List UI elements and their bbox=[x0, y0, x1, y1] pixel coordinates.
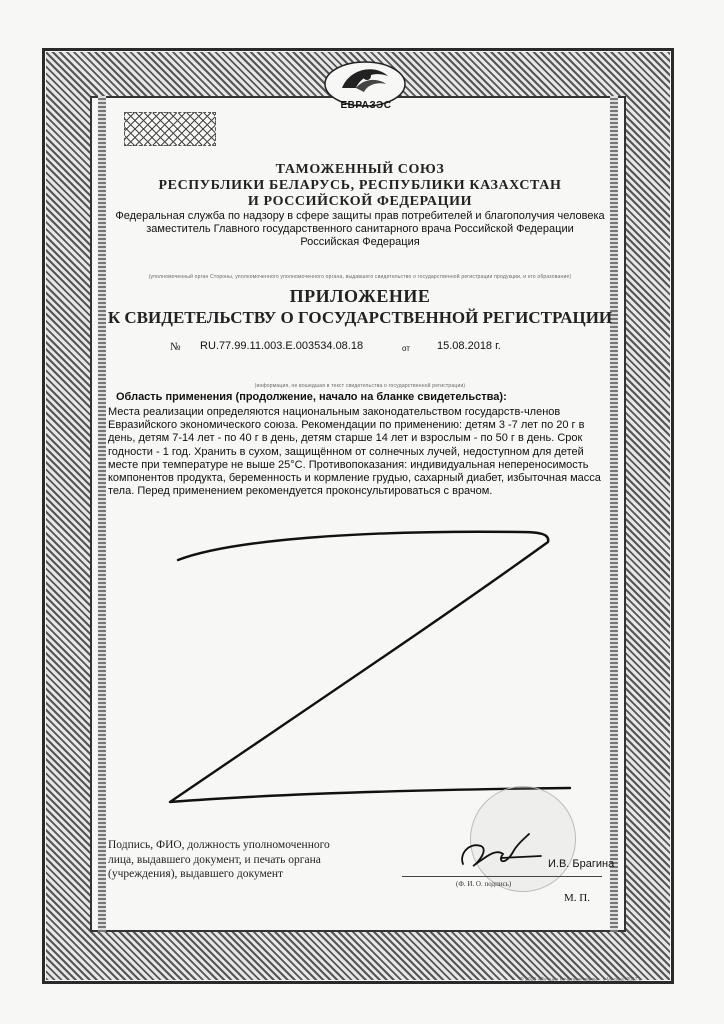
union-title-line-1: ТАМОЖЕННЫЙ СОЮЗ bbox=[275, 162, 445, 177]
union-title-line-2: РЕСПУБЛИКИ БЕЛАРУСЬ, РЕСПУБЛИКИ КАЗАХСТАН bbox=[158, 178, 562, 193]
document-subtitle: К СВИДЕТЕЛЬСТВУ О ГОСУДАРСТВЕННОЙ РЕГИСТРАЦИИ bbox=[107, 308, 613, 327]
signatory-label-line: лица, выдавшего документ, и печать органа bbox=[108, 853, 321, 866]
signatory-label-line: (учреждения), выдавшего документ bbox=[108, 868, 284, 880]
union-title-line-3: И РОССИЙСКОЙ ФЕДЕРАЦИИ bbox=[247, 194, 473, 209]
void-z-mark bbox=[140, 520, 600, 820]
registration-number: RU.77.99.11.003.E.003534.08.18 bbox=[200, 340, 364, 352]
registration-caption: (информация, не вошедшая в текст свидетельства о государственной регистрации) bbox=[254, 383, 466, 389]
printer-note: © 2009 «Лучшие печатные двери», г. Москва, 2017 г. bbox=[520, 977, 642, 983]
agency-line-2: заместитель Главного государственного санитарного врача Российской Федерации bbox=[146, 223, 574, 235]
agency-caption: (уполномоченный орган Стороны, уполномоченного уполномоченного органа, выдавшего свидетельство о государственной регистрации продукции, и его образование) bbox=[148, 274, 572, 280]
section-title: Область применения (продолжение, начало на бланке свидетельства): bbox=[116, 391, 507, 403]
signer-name: И.В. Брагина bbox=[548, 858, 615, 870]
document-title: ПРИЛОЖЕНИЕ bbox=[289, 286, 431, 306]
stamp-label: М. П. bbox=[564, 892, 590, 904]
logo-text: ЕВРАЗЭС bbox=[340, 100, 392, 111]
agency-line-3: Российская Федерация bbox=[300, 236, 420, 248]
signature-mark bbox=[455, 828, 545, 876]
content-line: тела. Перед применением рекомендуется проконсультироваться с врачом. bbox=[108, 485, 493, 498]
registration-date: 15.08.2018 г. bbox=[437, 340, 501, 352]
hatched-stamp bbox=[124, 112, 216, 146]
content-body bbox=[108, 406, 608, 498]
content-line: день, детям 7-14 лет - по 40 г в день, детям старше 14 лет и взрослым - по 50 г в день. Срок bbox=[108, 432, 583, 445]
agency-line-1: Федеральная служба по надзору в сфере защиты прав потребителей и благополучия человека bbox=[115, 210, 605, 222]
signature-line bbox=[402, 876, 602, 877]
signatory-label bbox=[108, 838, 400, 882]
content-line: месте при температуре не выше 25°С. Противопоказания: индивидуальная непереносимость bbox=[108, 458, 589, 471]
signature-caption: (Ф. И. О. подпись) bbox=[456, 880, 512, 888]
content-line: Евразийского экономического союза. Рекомендации по применению: детям 3 -7 лет по 20 г в bbox=[108, 419, 585, 432]
number-prefix: № bbox=[170, 341, 181, 353]
content-line: Места реализации определяются национальным законодательством государств-членов bbox=[108, 406, 561, 418]
signatory-label-line: Подпись, ФИО, должность уполномоченного bbox=[108, 839, 330, 851]
date-prefix: от bbox=[402, 344, 410, 353]
content-line: компонентов продукта, беременность и кормление грудью, сахарный диабет, избыточная масса bbox=[108, 472, 601, 485]
content-line: годности - 1 год. Хранить в сухом, защищённом от солнечных лучей, недоступном для детей bbox=[108, 445, 584, 458]
